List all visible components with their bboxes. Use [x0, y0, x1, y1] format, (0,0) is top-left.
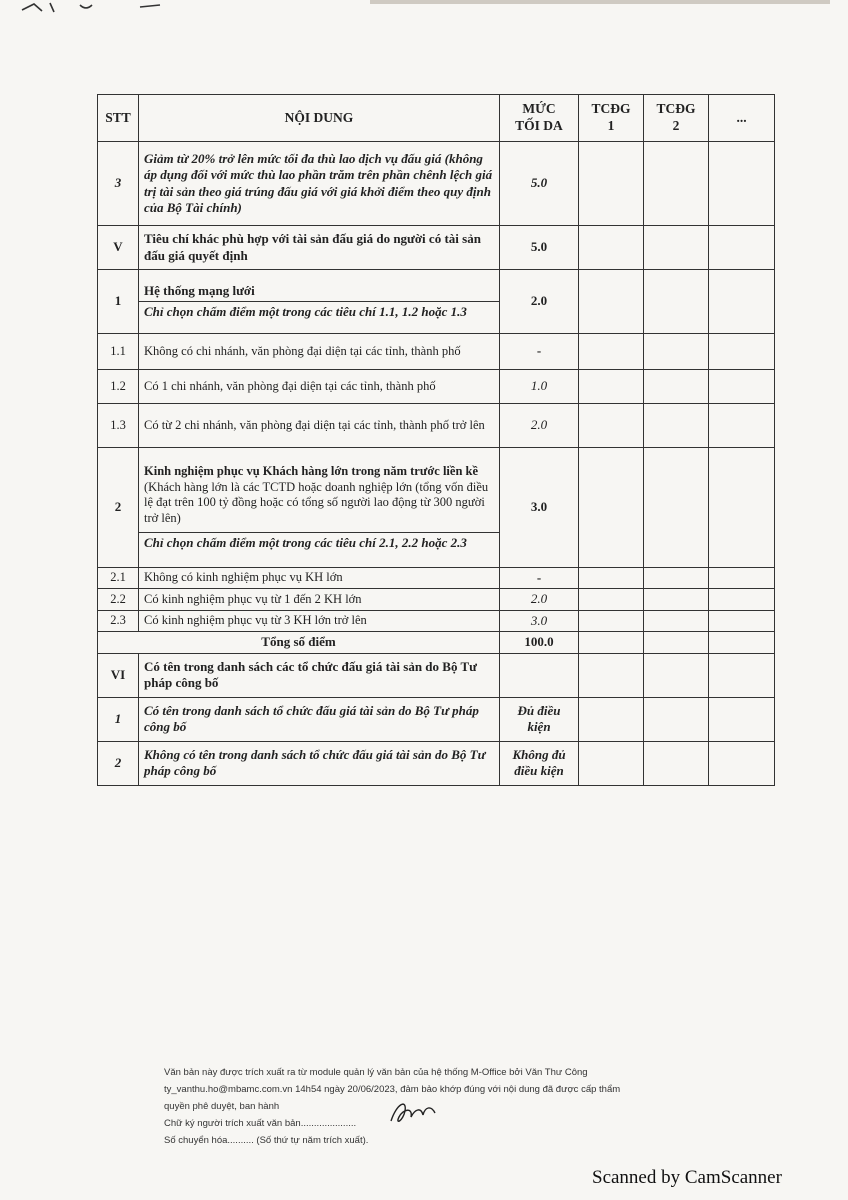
- table-row: [98, 370, 775, 404]
- tcdg2-cell: [644, 610, 709, 631]
- tcdg1-cell: [579, 404, 644, 448]
- row-stt: V: [98, 226, 139, 270]
- table-row: [98, 741, 775, 785]
- row-stt: 2: [98, 448, 139, 568]
- table-row: [98, 270, 775, 334]
- more-cell: [709, 568, 775, 589]
- row-content: Có tên trong danh sách các tổ chức đấu giá tài sản do Bộ Tư pháp công bố: [139, 653, 500, 697]
- tcdg1-cell: [579, 653, 644, 697]
- row-score: Không đủ điều kiện: [500, 741, 579, 785]
- more-cell: [709, 370, 775, 404]
- row-content: Không có tên trong danh sách tổ chức đấu giá tài sản do Bộ Tư pháp công bố: [139, 741, 500, 785]
- more-cell: [709, 226, 775, 270]
- more-cell: [709, 270, 775, 334]
- row-stt: 1.1: [98, 334, 139, 370]
- tcdg2-cell: [644, 631, 709, 653]
- table-row: [98, 610, 775, 631]
- tcdg2-cell: [644, 568, 709, 589]
- tcdg2-cell: [644, 448, 709, 568]
- tcdg1-cell: [579, 610, 644, 631]
- col-header-tcdg-1: TCĐG 1: [579, 95, 644, 142]
- row-content: Có từ 2 chi nhánh, văn phòng đại diện tại các tỉnh, thành phố trở lên: [139, 404, 500, 448]
- row-content: Có 1 chi nhánh, văn phòng đại diện tại các tỉnh, thành phố: [139, 370, 500, 404]
- footer-line: Văn bản này được trích xuất ra từ module quản lý văn bản của hệ thống M-Office bởi Văn Thư Công: [164, 1067, 588, 1078]
- tcdg2-cell: [644, 697, 709, 741]
- row-content-note: Chỉ chọn chấm điểm một trong các tiêu chí 1.1, 1.2 hoặc 1.3: [139, 301, 499, 322]
- tcdg1-cell: [579, 448, 644, 568]
- row-score: -: [500, 334, 579, 370]
- row-content: Có kinh nghiệm phục vụ từ 3 KH lớn trở lên: [139, 610, 500, 631]
- table-row: [98, 334, 775, 370]
- footer-line: ty_vanthu.ho@mbamc.com.vn 14h54 ngày 20/06/2023, đảm bảo khớp đúng với nội dung đã được cấp thẩm: [164, 1084, 621, 1095]
- tcdg1-cell: [579, 741, 644, 785]
- row-score: -: [500, 568, 579, 589]
- more-cell: [709, 589, 775, 610]
- row-score: 2.0: [500, 589, 579, 610]
- more-cell: [709, 404, 775, 448]
- row-stt: 1.2: [98, 370, 139, 404]
- table-row: [98, 142, 775, 226]
- col-header-more: ...: [709, 95, 775, 142]
- tcdg2-cell: [644, 270, 709, 334]
- row-content: Có kinh nghiệm phục vụ từ 1 đến 2 KH lớn: [139, 589, 500, 610]
- tcdg1-cell: [579, 142, 644, 226]
- total-label: Tổng số điểm: [98, 631, 500, 653]
- row-stt: 3: [98, 142, 139, 226]
- row-content: Có tên trong danh sách tổ chức đấu giá tài sản do Bộ Tư pháp công bố: [139, 697, 500, 741]
- row-stt: VI: [98, 653, 139, 697]
- row-stt: 1.3: [98, 404, 139, 448]
- tcdg1-cell: [579, 226, 644, 270]
- col-header-muc-toi-da: MỨC TỐI DA: [500, 95, 579, 142]
- row-stt: 1: [98, 697, 139, 741]
- row-score: 3.0: [500, 610, 579, 631]
- more-cell: [709, 142, 775, 226]
- row-score: 2.0: [500, 270, 579, 334]
- row-content-rest: (Khách hàng lớn là các TCTD hoặc doanh nghiệp lớn (tổng vốn điều lệ đạt trên 100 tỷ đồng hoặc có tổng số người lao động từ 300 người trở lên): [144, 479, 489, 525]
- more-cell: [709, 741, 775, 785]
- more-cell: [709, 610, 775, 631]
- total-row: [98, 631, 775, 653]
- tcdg2-cell: [644, 334, 709, 370]
- footer-line: quyền phê duyệt, ban hành: [164, 1101, 280, 1112]
- row-score: 1.0: [500, 370, 579, 404]
- tcdg1-cell: [579, 568, 644, 589]
- tcdg2-cell: [644, 404, 709, 448]
- row-score: [500, 653, 579, 697]
- tcdg2-cell: [644, 142, 709, 226]
- more-cell: [709, 334, 775, 370]
- tcdg2-cell: [644, 226, 709, 270]
- col-header-noi-dung: NỘI DUNG: [139, 95, 500, 142]
- more-cell: [709, 631, 775, 653]
- tcdg1-cell: [579, 270, 644, 334]
- table-header-row: [98, 95, 775, 142]
- row-content: Không có chi nhánh, văn phòng đại diện tại các tỉnh, thành phố: [139, 334, 500, 370]
- more-cell: [709, 697, 775, 741]
- tcdg2-cell: [644, 370, 709, 404]
- row-stt: 1: [98, 270, 139, 334]
- page-edge-shadow: [370, 0, 830, 4]
- row-content: [139, 270, 500, 334]
- row-content: Không có kinh nghiệm phục vụ KH lớn: [139, 568, 500, 589]
- row-content-note: Chỉ chọn chấm điểm một trong các tiêu chí 2.1, 2.2 hoặc 2.3: [139, 532, 499, 553]
- footer-line: Chữ ký người trích xuất văn bản.....................: [164, 1118, 357, 1129]
- camscanner-watermark: Scanned by CamScanner: [592, 1167, 782, 1188]
- row-content: Giảm từ 20% trở lên mức tối đa thù lao dịch vụ đấu giá (không áp dụng đối với mức thù lao phần trăm trên phần chênh lệch giá trị tài sản theo giá trúng đấu giá với giá khởi điểm theo quy định của Bộ Tài chính): [139, 142, 500, 226]
- total-score: 100.0: [500, 631, 579, 653]
- row-content: [139, 448, 500, 568]
- col-header-tcdg-2: TCĐG 2: [644, 95, 709, 142]
- row-score: Đủ điều kiện: [500, 697, 579, 741]
- tcdg2-cell: [644, 741, 709, 785]
- col-header-stt: STT: [98, 95, 139, 142]
- handwritten-signature: [385, 1095, 445, 1129]
- row-content: Tiêu chí khác phù hợp với tài sản đấu giá do người có tài sản đấu giá quyết định: [139, 226, 500, 270]
- tcdg1-cell: [579, 697, 644, 741]
- row-stt: 2.1: [98, 568, 139, 589]
- row-score: 5.0: [500, 142, 579, 226]
- table-row: [98, 653, 775, 697]
- row-stt: 2.2: [98, 589, 139, 610]
- table-row: [98, 448, 775, 568]
- row-content-main: [139, 462, 499, 532]
- table-row: [98, 697, 775, 741]
- more-cell: [709, 448, 775, 568]
- tcdg1-cell: [579, 589, 644, 610]
- tcdg1-cell: [579, 334, 644, 370]
- tcdg1-cell: [579, 631, 644, 653]
- tcdg2-cell: [644, 589, 709, 610]
- row-stt: 2.3: [98, 610, 139, 631]
- handwritten-scribble: [20, 0, 220, 12]
- table-row: [98, 404, 775, 448]
- row-score: 2.0: [500, 404, 579, 448]
- row-stt: 2: [98, 741, 139, 785]
- more-cell: [709, 653, 775, 697]
- row-score: 5.0: [500, 226, 579, 270]
- table-row: [98, 226, 775, 270]
- row-content-title: Hệ thống mạng lưới: [144, 282, 255, 298]
- table-row: [98, 589, 775, 610]
- table-row: [98, 568, 775, 589]
- criteria-table: [97, 94, 775, 786]
- row-content-title: Kinh nghiệm phục vụ Khách hàng lớn trong năm trước liền kề: [144, 463, 479, 478]
- tcdg2-cell: [644, 653, 709, 697]
- footer-line: Số chuyển hóa.......... (Số thứ tự năm trích xuất).: [164, 1135, 369, 1146]
- row-score: 3.0: [500, 448, 579, 568]
- tcdg1-cell: [579, 370, 644, 404]
